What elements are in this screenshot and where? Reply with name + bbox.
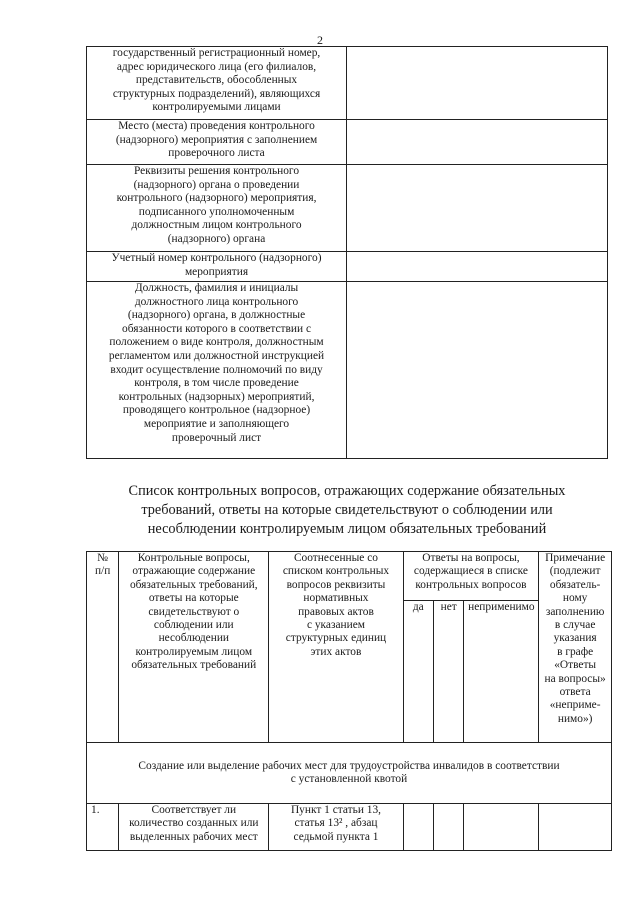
- heading-line: требований, ответы на которые свидетельствуют о соблюдении или: [141, 502, 553, 518]
- header-questions: [119, 552, 269, 743]
- text-line: должностным лицом контрольного: [131, 219, 302, 232]
- text-line: проверочного листа: [168, 147, 265, 160]
- text-line: содержащиеся в списке: [413, 565, 528, 578]
- text-line: ному: [562, 592, 588, 605]
- answer-yes-cell[interactable]: [403, 804, 433, 851]
- text-line: контролируемым лицом: [135, 645, 253, 658]
- text-line: Соответствует ли: [151, 804, 237, 816]
- section-row: [87, 743, 612, 804]
- text-line: Соотнесенные со: [293, 552, 378, 564]
- header-answer-na: неприменимо: [464, 601, 539, 743]
- info-label: [87, 120, 347, 165]
- text-line: контрольных вопросов: [415, 578, 527, 591]
- section-title: [87, 743, 612, 804]
- text-line: указания: [553, 632, 597, 645]
- text-line: правовых актов: [298, 605, 374, 618]
- text-line: седьмой пункта 1: [293, 830, 379, 843]
- text-line: входит осуществление полномочий по виду: [110, 363, 323, 376]
- info-label: [87, 165, 347, 252]
- text-line: нимо»): [557, 712, 593, 725]
- text-line: контролируемыми лицами: [152, 101, 281, 114]
- questions-table: [86, 551, 612, 851]
- text-line: контрольных (надзорных) мероприятий,: [118, 390, 315, 403]
- info-label: [87, 47, 347, 120]
- table-row: [87, 804, 612, 851]
- text-line: адрес юридического лица (его филиалов,: [116, 60, 317, 73]
- note-cell[interactable]: [539, 804, 612, 851]
- header-answer-no: нет: [433, 601, 464, 743]
- info-table: [86, 46, 608, 459]
- header-num: [87, 552, 119, 743]
- text-line: в графе: [557, 645, 594, 658]
- row-reference: [269, 804, 403, 851]
- row-number: 1.: [87, 804, 119, 851]
- info-value[interactable]: [347, 252, 608, 282]
- text-line: Контрольные вопросы,: [137, 552, 250, 564]
- text-line: с установленной квотой: [290, 773, 408, 785]
- text-line: Создание или выделение рабочих мест для трудоустройства инвалидов в соответствии: [138, 759, 560, 772]
- text-line: этих актов: [310, 645, 362, 658]
- text-line: заполнению: [545, 605, 605, 618]
- info-value[interactable]: [347, 282, 608, 459]
- text-line: проводящего контрольное (надзорное): [122, 404, 311, 417]
- info-value[interactable]: [347, 47, 608, 120]
- text-line: (надзорного) органа: [167, 232, 266, 245]
- text-line: Учетный номер контрольного (надзорного): [111, 252, 322, 264]
- text-line: нормативных: [303, 592, 369, 605]
- text-line: Должность, фамилия и инициалы: [134, 282, 299, 294]
- answer-no-cell[interactable]: [433, 804, 464, 851]
- text-line: «неприме-: [549, 699, 601, 712]
- text-line: с указанием: [306, 619, 365, 632]
- row-question: [119, 804, 269, 851]
- text-line: Пункт 1 статьи 13,: [290, 804, 381, 816]
- info-row: [87, 282, 608, 459]
- text-line: ответы на которые: [148, 592, 239, 605]
- text-line: №: [97, 552, 109, 564]
- text-line: п/п: [94, 565, 111, 578]
- text-line: статья 13² , абзац: [294, 817, 378, 830]
- text-line: «Ответы: [554, 659, 597, 672]
- info-row: [87, 47, 608, 120]
- text-line: мероприятие и заполняющего: [143, 417, 290, 430]
- text-line: количество созданных или: [129, 817, 259, 830]
- header-answer-yes: да: [403, 601, 433, 743]
- text-line: должностного лица контрольного: [134, 295, 299, 308]
- text-line: представительств, обособленных: [135, 74, 298, 87]
- text-line: регламентом или должностной инструкцией: [108, 349, 325, 362]
- text-line: (надзорного) органа, в должностные: [127, 309, 306, 322]
- info-row: [87, 165, 608, 252]
- heading-line: несоблюдении контролируемым лицом обязательных требований: [147, 521, 547, 537]
- text-line: (подлежит: [549, 565, 601, 578]
- page-number: 2: [317, 33, 323, 47]
- info-value[interactable]: [347, 165, 608, 252]
- header-references: [269, 552, 403, 743]
- text-line: свидетельствуют о: [148, 605, 240, 618]
- text-line: отражающие содержание: [132, 565, 256, 578]
- info-label: [87, 252, 347, 282]
- text-line: обязательных требований,: [129, 578, 258, 591]
- text-line: структурных подразделений), являющихся: [112, 87, 321, 100]
- text-line: списком контрольных: [282, 565, 390, 578]
- info-row: [87, 252, 608, 282]
- text-line: контрольного (надзорного) мероприятия,: [116, 192, 317, 205]
- text-line: вопросов реквизиты: [286, 578, 386, 591]
- text-line: Место (места) проведения контрольного: [118, 120, 315, 132]
- header-answers: [403, 552, 539, 601]
- text-line: подписанного уполномоченным: [138, 205, 295, 218]
- text-line: соблюдении или: [153, 619, 234, 632]
- info-label: [87, 282, 347, 459]
- answer-na-cell[interactable]: [464, 804, 539, 851]
- text-line: мероприятия: [184, 265, 249, 278]
- text-line: обязательных требований: [131, 659, 257, 672]
- text-line: структурных единиц: [285, 632, 387, 645]
- header-row: [87, 552, 612, 601]
- text-line: на вопросы»: [544, 672, 606, 685]
- text-line: в случае: [554, 619, 596, 632]
- text-line: Ответы на вопросы,: [422, 552, 520, 564]
- text-line: проверочный лист: [171, 431, 262, 444]
- text-line: контроля, в том числе проведение: [134, 377, 299, 390]
- section-heading: [86, 482, 608, 539]
- text-line: обязатель-: [549, 578, 601, 591]
- info-row: [87, 120, 608, 165]
- text-line: Реквизиты решения контрольного: [133, 165, 300, 177]
- text-line: Примечание: [545, 552, 606, 564]
- text-line: (надзорного) органа о проведении: [133, 178, 300, 191]
- heading-line: Список контрольных вопросов, отражающих содержание обязательных: [128, 483, 566, 499]
- text-line: (надзорного) мероприятия с заполнением: [115, 133, 318, 146]
- text-line: обязанности которого в соответствии с: [122, 322, 312, 335]
- text-line: государственный регистрационный номер,: [112, 47, 321, 59]
- text-line: выделенных рабочих мест: [129, 830, 258, 843]
- text-line: положением о виде контроля, должностным: [109, 336, 324, 349]
- text-line: несоблюдении: [158, 632, 230, 645]
- text-line: ответа: [559, 686, 591, 699]
- header-note: [539, 552, 612, 743]
- info-value[interactable]: [347, 120, 608, 165]
